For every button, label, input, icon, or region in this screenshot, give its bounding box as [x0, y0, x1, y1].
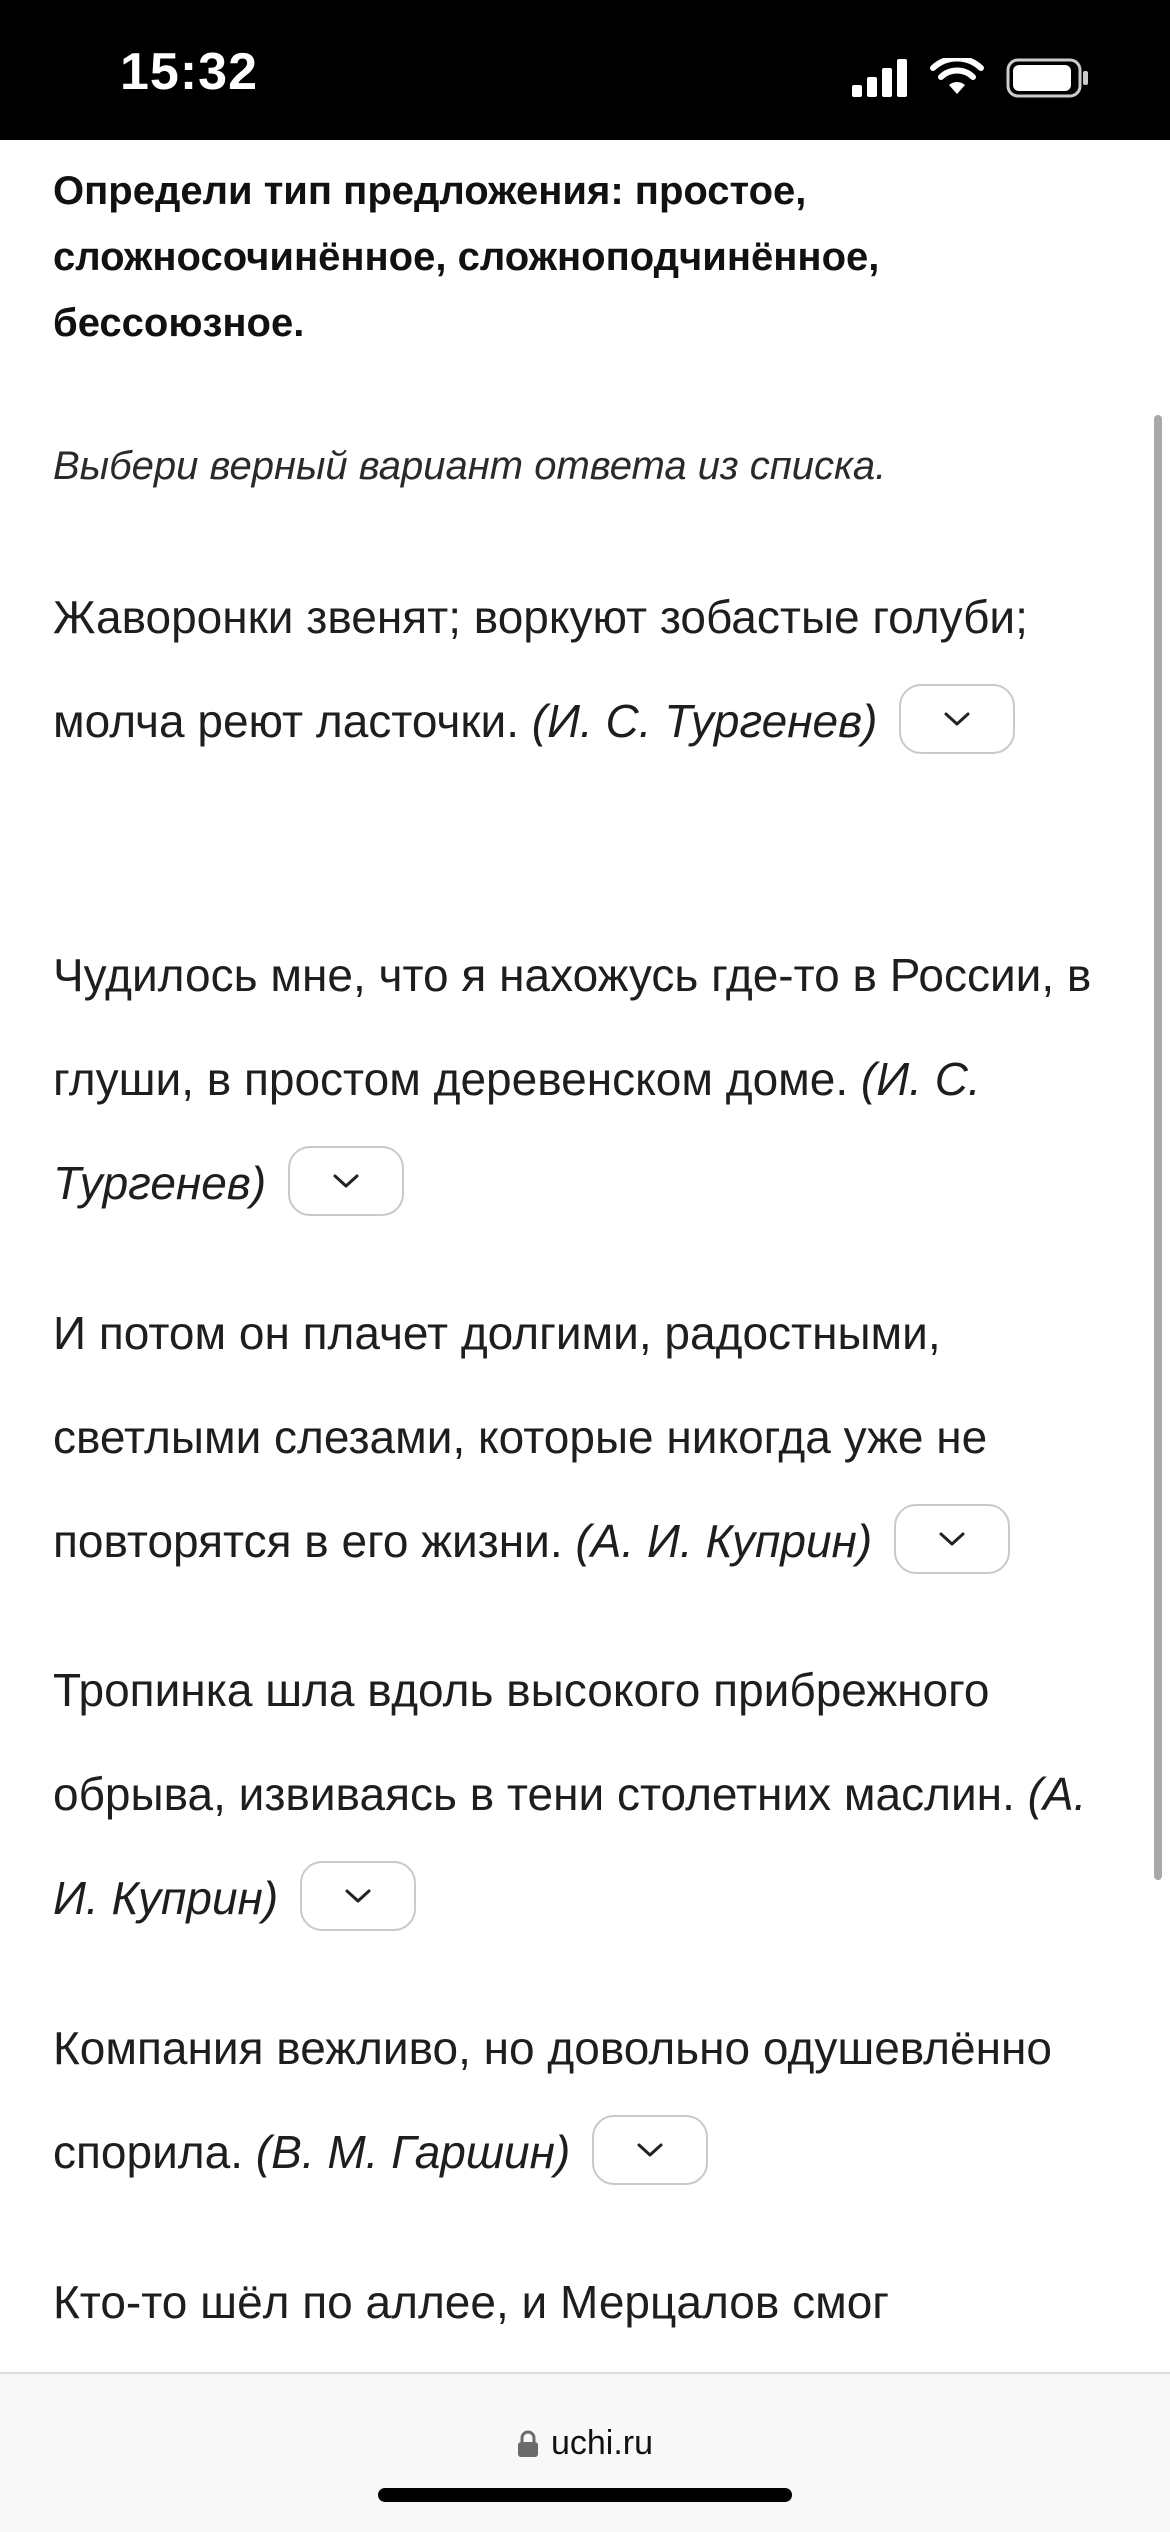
- question-author: (А. И. Куприн): [53, 1768, 1087, 1924]
- question-text: Кто-то шёл по аллее, и Мерцалов смог: [53, 2276, 890, 2328]
- question-text: И потом он плачет долгими, радостными, светлыми слезами, которые никогда уже не повторятся в его жизни.: [53, 1307, 988, 1567]
- chevron-down-icon: [636, 2142, 664, 2158]
- status-time: 15:32: [120, 43, 258, 101]
- answer-select-2[interactable]: [288, 1146, 404, 1216]
- question-author: (В. М. Гаршин): [255, 2126, 571, 2178]
- task-content: [0, 140, 1170, 2372]
- address-bar[interactable]: [0, 2424, 1170, 2463]
- answer-select-1[interactable]: [899, 684, 1015, 754]
- answer-select-4[interactable]: [300, 1861, 416, 1931]
- question-4: [53, 1638, 1113, 1950]
- wifi-icon: [930, 58, 984, 98]
- battery-icon: [1006, 58, 1090, 98]
- chevron-down-icon: [943, 711, 971, 727]
- question-text: Компания вежливо, но довольно одушевлённо спорила.: [53, 2022, 1052, 2178]
- status-bar: [0, 0, 1170, 140]
- question-5: [53, 1996, 1113, 2204]
- question-2: [53, 923, 1113, 1235]
- lock-icon: [517, 2430, 539, 2458]
- task-title: Определи тип предложения: простое, сложносочинённое, сложноподчинённое, бессоюзное.: [53, 169, 880, 345]
- question-1: [53, 565, 1113, 773]
- scrollbar-thumb[interactable]: [1154, 415, 1162, 1880]
- chevron-down-icon: [332, 1173, 360, 1189]
- chevron-down-icon: [344, 1888, 372, 1904]
- question-author: (И. С. Тургенев): [531, 695, 878, 747]
- question-3: [53, 1281, 1113, 1593]
- answer-select-3[interactable]: [894, 1504, 1010, 1574]
- chevron-down-icon: [938, 1531, 966, 1547]
- question-text: Чудилось мне, что я нахожусь где-то в России, в глуши, в простом деревенском доме.: [53, 949, 1092, 1105]
- question-author: (А. И. Куприн): [575, 1515, 873, 1567]
- status-icons: [852, 56, 1090, 100]
- browser-bottom-bar: [0, 2372, 1170, 2532]
- url-text: uchi.ru: [550, 2424, 654, 2462]
- home-indicator[interactable]: [378, 2488, 792, 2502]
- task-hint: Выбери верный вариант ответа из списка.: [53, 444, 887, 488]
- question-text: Жаворонки звенят; воркуют зобастые голуби; молча реют ласточки.: [53, 591, 1028, 747]
- answer-select-5[interactable]: [592, 2115, 708, 2185]
- signal-icon: [852, 59, 908, 97]
- question-author: (И. С. Тургенев): [53, 1053, 981, 1209]
- question-6: [53, 2250, 1113, 2354]
- question-text: Тропинка шла вдоль высокого прибрежного обрыва, извиваясь в тени столетних маслин.: [53, 1664, 1015, 1820]
